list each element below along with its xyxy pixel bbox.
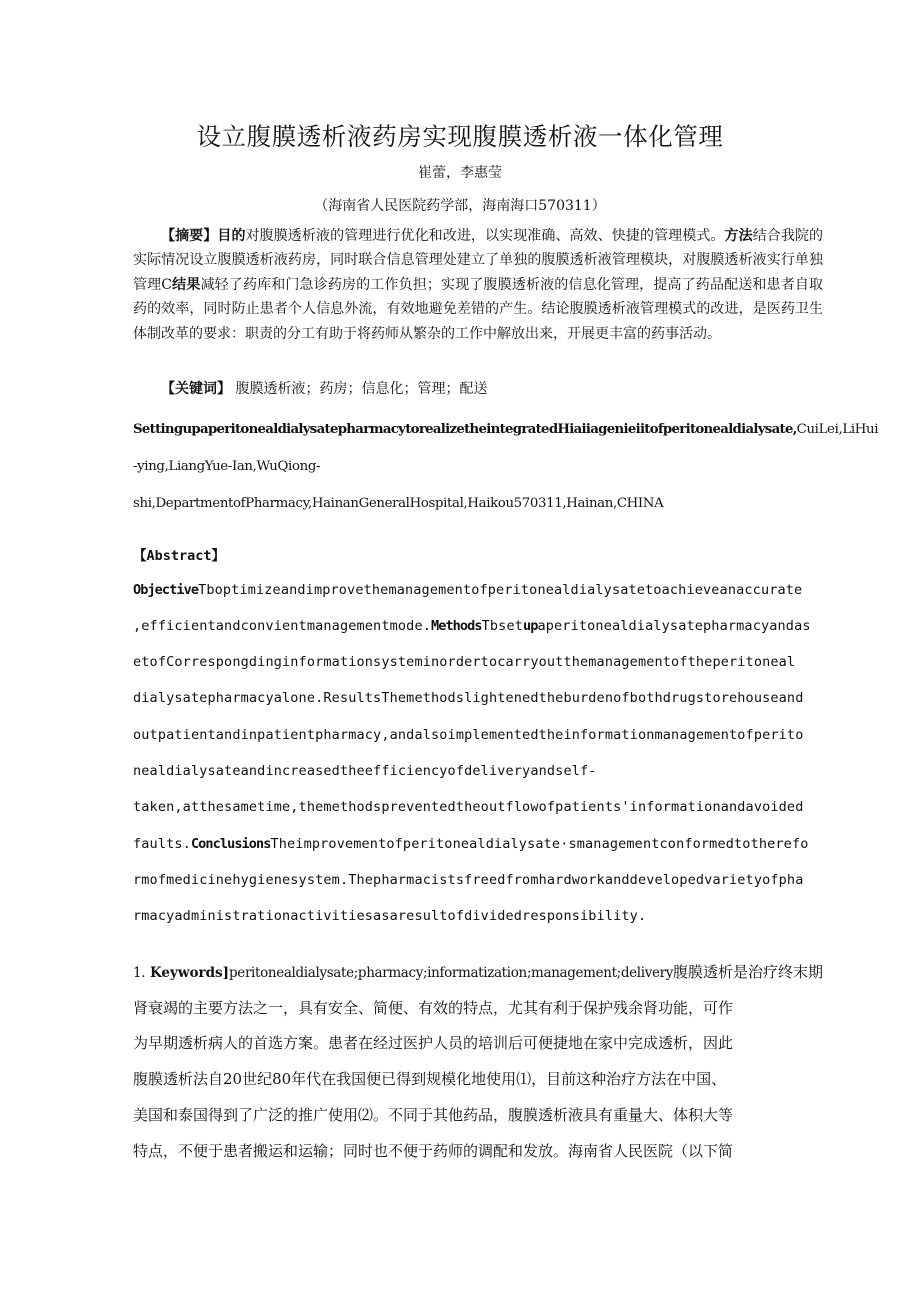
keywords-text: 腹膜透析液；药房；信息化；管理；配送 xyxy=(235,381,488,397)
abstract-text: faults. xyxy=(133,836,191,852)
abstract-line: outpatientandinpatientpharmacy,andalsoimplementedtheinformationmanagementofperito xyxy=(133,727,804,743)
abstract-line: rmacyadministrationactivitiesasaresultofdividedresponsibility. xyxy=(133,908,647,924)
authors: 崔蕾，李惠莹 xyxy=(418,165,502,181)
objective-keyword: Objective xyxy=(133,582,199,598)
english-keywords-text: peritonealdialysate;pharmacy;informatization;management;delivery xyxy=(229,965,674,981)
chinese-keywords xyxy=(161,378,487,398)
english-affiliation-line: shi,DepartmentofPharmacy,HainanGeneralHospital,Haikou570311,Hainan,CHINA xyxy=(133,496,664,511)
english-title: SettingupaperitonealdialysatepharmacytorealizetheintegratedHiaiiagenieiitofperitonealdialysate, xyxy=(133,422,797,437)
paper-title: 设立腹膜透析液药房实现腹膜透析液一体化管理 xyxy=(196,122,724,151)
english-abstract-heading: 【Abstract】 xyxy=(133,548,226,564)
abstract-line: taken,atthesametime,themethodspreventedtheoutflowofpatients'informationandavoided xyxy=(133,799,804,815)
body-line: 腹膜透析法自20世纪80年代在我国便已得到规模化地使用⑴，目前这种治疗方法在中国、 xyxy=(133,1070,727,1088)
abstract-line xyxy=(133,836,823,852)
body-line: 特点，不便于患者搬运和运输；同时也不便于药师的调配和发放。海南省人民医院（以下简 xyxy=(133,1142,734,1160)
english-authors-start: CuiLei,LiHui xyxy=(796,422,879,437)
section-number: 1. xyxy=(133,965,146,981)
results-text: 减轻了药库和门急诊药房的工作负担；实现了腹膜透析液的信息化管理，提高了药品配送和患者自取药的效率，同时防止患者个人信息外流，有效地避免差错的产生。结论腹膜透析液管理模式的改进，是医药卫生体制改革的要求：职责的分工有助于将药师从繁杂的工作中解放出来，开展更丰富的药事活动。 xyxy=(133,276,824,342)
objective-label: 目的 xyxy=(217,228,246,244)
methods-keyword: Methods xyxy=(431,618,482,634)
body-line: 为早期透析病人的首选方案。患者在经过医护人员的培训后可便捷地在家中完成透析，因此 xyxy=(133,1034,734,1052)
abstract-line: rmofmedicinehygienesystem.Thepharmacistsfreedfromhardworkanddevelopedvarietyofpha xyxy=(133,872,804,888)
methods-label: 方法 xyxy=(724,228,753,244)
abstract-text: Theimprovementofperitonealdialysate·smanagementconformedtotherefo xyxy=(270,836,809,852)
body-text: 腹膜透析是治疗终末期 xyxy=(673,963,824,981)
english-keywords-label: Keywords] xyxy=(149,965,230,981)
affiliation: （海南省人民医院药学部，海南海口570311） xyxy=(314,198,606,214)
chinese-abstract xyxy=(133,224,823,346)
abstract-line: nealdialysateandincreasedtheefficiencyofdeliveryandself- xyxy=(133,763,597,779)
english-title-line-1 xyxy=(133,422,879,437)
abstract-label: 【摘要】 xyxy=(161,228,218,244)
abstract-text: Tbset xyxy=(481,618,523,634)
conclusions-keyword: Conclusions xyxy=(190,836,271,852)
keywords-label: 【关键词】 xyxy=(161,381,231,397)
methods-text: 结合我院的实际情况设立腹膜透析液药房，同时联合信息管理处建立了单独的腹膜透析液管理模块，对腹膜透析液实行单独管理C xyxy=(133,228,824,293)
body-line: 肾衰竭的主要方法之一，具有安全、简便、有效的特点，尤其有利于保护残余肾功能，可作 xyxy=(133,999,734,1017)
english-authors-line: -ying,LiangYue-Ian,WuQiong- xyxy=(133,459,321,474)
body-line xyxy=(133,961,823,982)
results-label: 结果 xyxy=(172,276,201,293)
abstract-line: etofCorrespongdinginformationsysteminordertocarryoutthemanagementoftheperitoneal xyxy=(133,654,796,670)
abstract-text-bold: up xyxy=(523,618,538,634)
objective-text: 对腹膜透析液的管理进行优化和改进，以实现准确、高效、快捷的管理模式。 xyxy=(245,228,725,244)
abstract-text: Tboptimizeandimprovethemanagementofperitonealdialysatetoachieveanaccurate xyxy=(198,582,803,598)
abstract-text: aperitonealdialysatepharmacyandas xyxy=(537,618,811,634)
abstract-line xyxy=(133,618,823,634)
body-line: 美国和泰国得到了广泛的推广使用⑵。不同于其他药品，腹膜透析液具有重量大、体积大等 xyxy=(133,1106,734,1124)
abstract-line: dialysatepharmacyalone.ResultsThemethodslightenedtheburdenofbothdrugstorehouseand xyxy=(133,690,804,706)
abstract-text: ,efficientandconvientmanagementmode. xyxy=(133,618,431,634)
abstract-line xyxy=(133,582,823,598)
